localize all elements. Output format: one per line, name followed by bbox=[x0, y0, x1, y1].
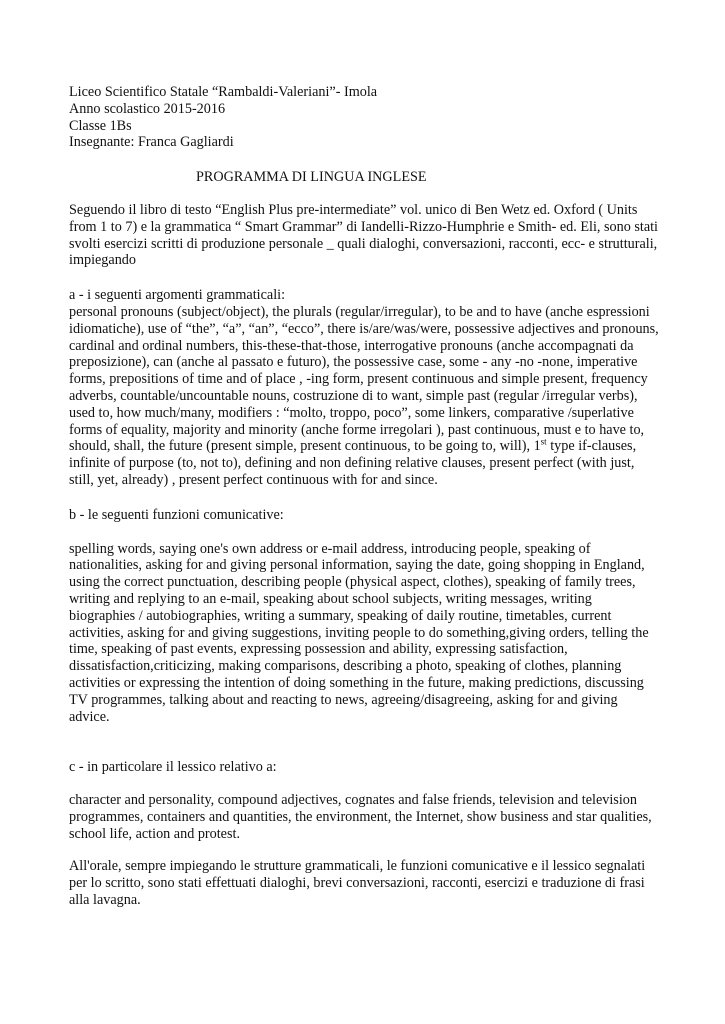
section-b-heading: b - le seguenti funzioni comunicative: bbox=[69, 506, 284, 523]
section-a-body bbox=[69, 304, 661, 489]
school-name: Liceo Scientifico Statale “Rambaldi-Valeriani”- Imola bbox=[69, 84, 378, 100]
closing-paragraph: All'orale, sempre impiegando le strutture grammaticali, le funzioni comunicative e il lessico segnalati per lo scritto, sono stati effettuati dialoghi, brevi conversazioni, racconti, esercizi e traduzione di frasi alla lavagna. bbox=[69, 858, 646, 909]
intro-paragraph: Seguendo il libro di testo “English Plus pre-intermediate” vol. unico di Ben Wetz ed. Oxford ( Units from 1 to 7) e la grammatica “ Smart Grammar” di Iandelli-Rizzo-Humphrie e Smith- ed. Eli, sono stati svolti esercizi scritti di produzione personale _ quali dialoghi, conversazioni, racconti, ecc- e strutturali, impiegando bbox=[69, 201, 659, 269]
teacher-name: Insegnante: Franca Gagliardi bbox=[69, 134, 234, 151]
section-a-text-1: personal pronouns (subject/object), the plurals (regular/irregular), to be and to have (anche espressioni idiomatiche), use of “the”, “a”, “an”, “ecco”, there is/are/was/were, possessive adjectives and pronouns, cardinal and ordinal numbers, this-these-that-those, interrogative pronouns (anche accompagnati da preposizione), can (anche al passato e futuro), the possessive case, some - any -no -none, imperative forms, prepositions of time and of place , -ing form, present continuous and simple present, frequency adverbs, countable/uncountable nouns, costruzione di to want, simple past (regular /irregular verbs), used to, how much/many, modifiers : “molto, troppo, poco”, some linkers, comparative /superlative forms of equality, majority and minority (anche forme irregolari ), past continuous, must e to have to, should, shall, the future (present simple, present continuous, to be going to, will), 1 bbox=[69, 303, 659, 455]
section-b bbox=[69, 507, 661, 726]
section-a bbox=[69, 287, 661, 489]
class-name: Classe 1Bs bbox=[69, 117, 132, 134]
document-title: PROGRAMMA DI LINGUA INGLESE bbox=[196, 169, 427, 186]
section-b-body: spelling words, saying one's own address or e-mail address, introducing people, speaking of nationalities, asking for and giving personal information, saying the date, going shopping in England, using the correct punctuation, describing people (physical aspect, clothes), speaking of family trees, writing and replying to an e-mail, speaking about school subjects, writing messages, writing biographies / autobiographies, writing a summary, speaking of daily routine, timetables, current activities, asking for and giving suggestions, inviting people to do something,giving orders, telling the time, speaking of past events, expressing possession and ability, expressing satisfaction, dissatisfaction,criticizing, making comparisons, describing a photo, speaking of clothes, planning activities or expressing the intention of doing something in the future, making predictions, discussing TV programmes, talking about and reacting to news, agreeing/disagreeing, asking for and giving advice. bbox=[69, 540, 649, 725]
school-year: Anno scolastico 2015-2016 bbox=[69, 100, 226, 117]
section-a-text-2: type if-clauses, infinite of purpose (to, not to), defining and non defining relative clauses, present perfect (with just, still, yet, already) , present perfect continuous with for and since. bbox=[69, 438, 637, 488]
section-a-heading: a - i seguenti argomenti grammaticali: bbox=[69, 287, 286, 304]
document-page bbox=[69, 84, 661, 909]
document-header bbox=[69, 84, 661, 151]
section-c-body: character and personality, compound adjectives, cognates and false friends, television and television programmes, containers and quantities, the environment, the Internet, show business and star qualities, school life, action and protest. bbox=[69, 792, 652, 842]
section-c-heading: c - in particolare il lessico relativo a: bbox=[69, 759, 277, 776]
section-a-superscript: st bbox=[540, 436, 547, 447]
section-c bbox=[69, 759, 661, 842]
